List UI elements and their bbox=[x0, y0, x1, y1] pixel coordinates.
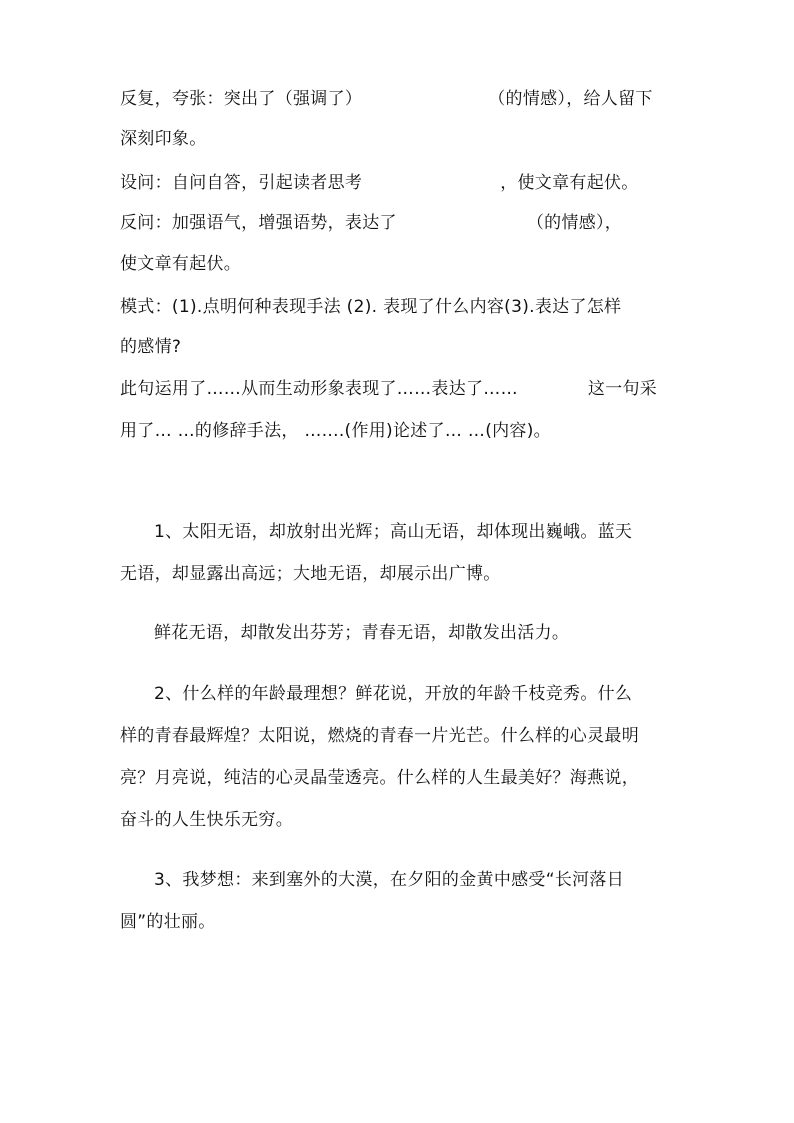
rhetoric-question-text-b: （的情感）， bbox=[526, 213, 623, 233]
rhetoric-self-question-text-b: ，使文章有起伏。 bbox=[500, 173, 639, 193]
rhetoric-repetition-text-a: 反复，夸张：突出了（强调了） bbox=[120, 89, 363, 109]
rhetoric-repetition-line1 bbox=[120, 88, 690, 110]
example-1-line2: 无语，却显露出高远；大地无语，却展示出广博。 bbox=[120, 564, 501, 584]
rhetoric-question-line2: 使文章有起伏。 bbox=[120, 254, 242, 274]
rhetoric-question-line1 bbox=[120, 212, 690, 234]
example-1-line1: 1、太阳无语，却放射出光辉；高山无语，却体现出巍峨。蓝天 bbox=[154, 522, 633, 542]
rhetoric-question-text-a: 反问：加强语气，增强语势，表达了 bbox=[120, 213, 397, 233]
pattern-line2: 的感情? bbox=[120, 337, 182, 357]
example-3-line1: 3、我梦想：来到塞外的大漠，在夕阳的金黄中感受“长河落日 bbox=[154, 870, 625, 890]
example-2-line2: 样的青春最辉煌？太阳说，燃烧的青春一片光芒。什么样的心灵最明 bbox=[120, 726, 639, 746]
pattern-line1: 模式：(1).点明何种表现手法 (2). 表现了什么内容(3).表达了怎样 bbox=[120, 297, 622, 317]
template-line1 bbox=[120, 378, 690, 400]
example-1-line3: 鲜花无语，却散发出芬芳；青春无语，却散发出活力。 bbox=[154, 623, 570, 643]
rhetoric-self-question-line bbox=[120, 172, 690, 194]
example-2-line3: 亮？月亮说，纯洁的心灵晶莹透亮。什么样的人生最美好？海燕说， bbox=[120, 768, 639, 788]
template-line2: 用了… …的修辞手法， …....(作用)论述了… …(内容)。 bbox=[120, 421, 551, 441]
rhetoric-repetition-text-b: （的情感），给人留下 bbox=[488, 89, 653, 109]
rhetoric-self-question-text-a: 设问：自问自答，引起读者思考 bbox=[120, 173, 363, 193]
example-3-line2: 圆”的壮丽。 bbox=[120, 912, 216, 932]
example-2-line1: 2、什么样的年龄最理想？鲜花说，开放的年龄千枝竞秀。什么 bbox=[154, 684, 633, 704]
rhetoric-repetition-line2: 深刻印象。 bbox=[120, 129, 207, 149]
example-2-line4: 奋斗的人生快乐无穷。 bbox=[120, 810, 293, 830]
template-text-a: 此句运用了……从而生动形象表现了……表达了…… bbox=[120, 379, 518, 399]
template-text-b: 这一句采 bbox=[587, 379, 658, 399]
